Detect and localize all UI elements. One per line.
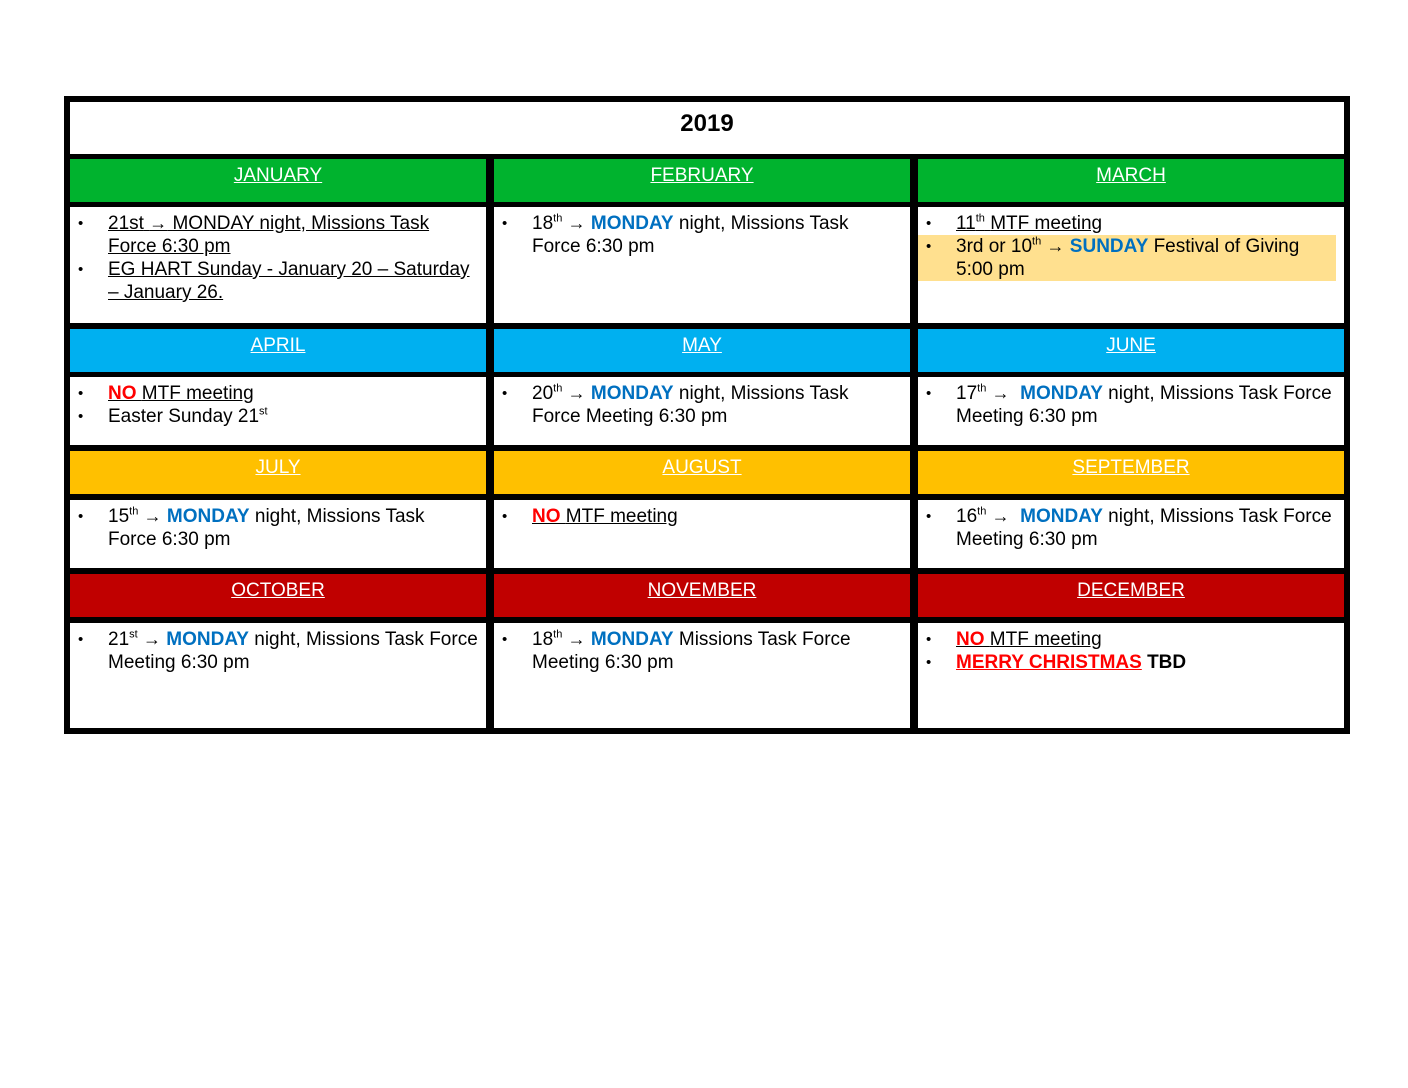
list-item: • NO MTF meeting bbox=[918, 628, 1344, 651]
month-content-september bbox=[918, 500, 1344, 568]
month-header-april bbox=[70, 329, 486, 372]
month-name[interactable]: NOVEMBER bbox=[647, 580, 757, 601]
month-header-december bbox=[918, 574, 1344, 617]
month-name[interactable]: MAY bbox=[682, 335, 722, 356]
list-item: • MERRY CHRISTMAS TBD bbox=[918, 651, 1344, 674]
month-header-june bbox=[918, 329, 1344, 372]
month-name[interactable]: FEBRUARY bbox=[650, 165, 754, 186]
month-name[interactable]: JANUARY bbox=[233, 165, 323, 186]
list-item-highlighted: • 3rd or 10th → SUNDAY Festival of Giving 5:00 pm bbox=[918, 235, 1336, 281]
month-header-september bbox=[918, 451, 1344, 494]
list-item: • 11th MTF meeting bbox=[918, 212, 1344, 235]
list-item: • 16th → MONDAY night, Missions Task Force Meeting 6:30 pm bbox=[918, 505, 1344, 551]
list-item: • Easter Sunday 21st bbox=[70, 405, 486, 428]
month-name[interactable]: AUGUST bbox=[662, 457, 742, 478]
list-item: • NO MTF meeting bbox=[70, 382, 486, 405]
list-item: • 20th → MONDAY night, Missions Task Force Meeting 6:30 pm bbox=[494, 382, 910, 428]
month-header-august bbox=[494, 451, 910, 494]
list-item: • 17th → MONDAY night, Missions Task Force Meeting 6:30 pm bbox=[918, 382, 1344, 428]
month-name[interactable]: SEPTEMBER bbox=[1072, 457, 1190, 478]
calendar-table bbox=[64, 96, 1350, 734]
list-item: • EG HART Sunday - January 20 – Saturday – January 26. bbox=[70, 258, 486, 304]
list-item: • 15th → MONDAY night, Missions Task Force 6:30 pm bbox=[70, 505, 486, 551]
month-header-november bbox=[494, 574, 910, 617]
month-content-february bbox=[494, 207, 910, 323]
month-name[interactable]: DECEMBER bbox=[1077, 580, 1185, 601]
list-item: • 21st → MONDAY night, Missions Task Force Meeting 6:30 pm bbox=[70, 628, 486, 674]
month-content-november bbox=[494, 623, 910, 728]
month-header-february bbox=[494, 159, 910, 202]
month-header-march bbox=[918, 159, 1344, 202]
page-title: 2019 bbox=[680, 110, 734, 137]
month-header-january bbox=[70, 159, 486, 202]
month-header-may bbox=[494, 329, 910, 372]
list-item: • 18th → MONDAY night, Missions Task Force 6:30 pm bbox=[494, 212, 910, 258]
month-name[interactable]: JUNE bbox=[1106, 335, 1156, 356]
month-content-october bbox=[70, 623, 486, 728]
month-name[interactable]: OCTOBER bbox=[231, 580, 325, 601]
month-header-july bbox=[70, 451, 486, 494]
month-content-may bbox=[494, 377, 910, 445]
month-content-august bbox=[494, 500, 910, 568]
list-item: • NO MTF meeting bbox=[494, 505, 910, 528]
month-name[interactable]: MARCH bbox=[1096, 165, 1166, 186]
month-content-april bbox=[70, 377, 486, 445]
title-cell bbox=[70, 102, 1344, 154]
month-content-march bbox=[918, 207, 1344, 323]
month-content-december bbox=[918, 623, 1344, 728]
month-header-october bbox=[70, 574, 486, 617]
month-content-june bbox=[918, 377, 1344, 445]
list-item: • 21st → MONDAY night, Missions Task Force 6:30 pm bbox=[70, 212, 486, 258]
month-content-january bbox=[70, 207, 486, 323]
month-name[interactable]: JULY bbox=[255, 457, 301, 478]
month-content-july bbox=[70, 500, 486, 568]
month-name[interactable]: APRIL bbox=[250, 335, 306, 356]
list-item: • 18th → MONDAY Missions Task Force Meeting 6:30 pm bbox=[494, 628, 910, 674]
